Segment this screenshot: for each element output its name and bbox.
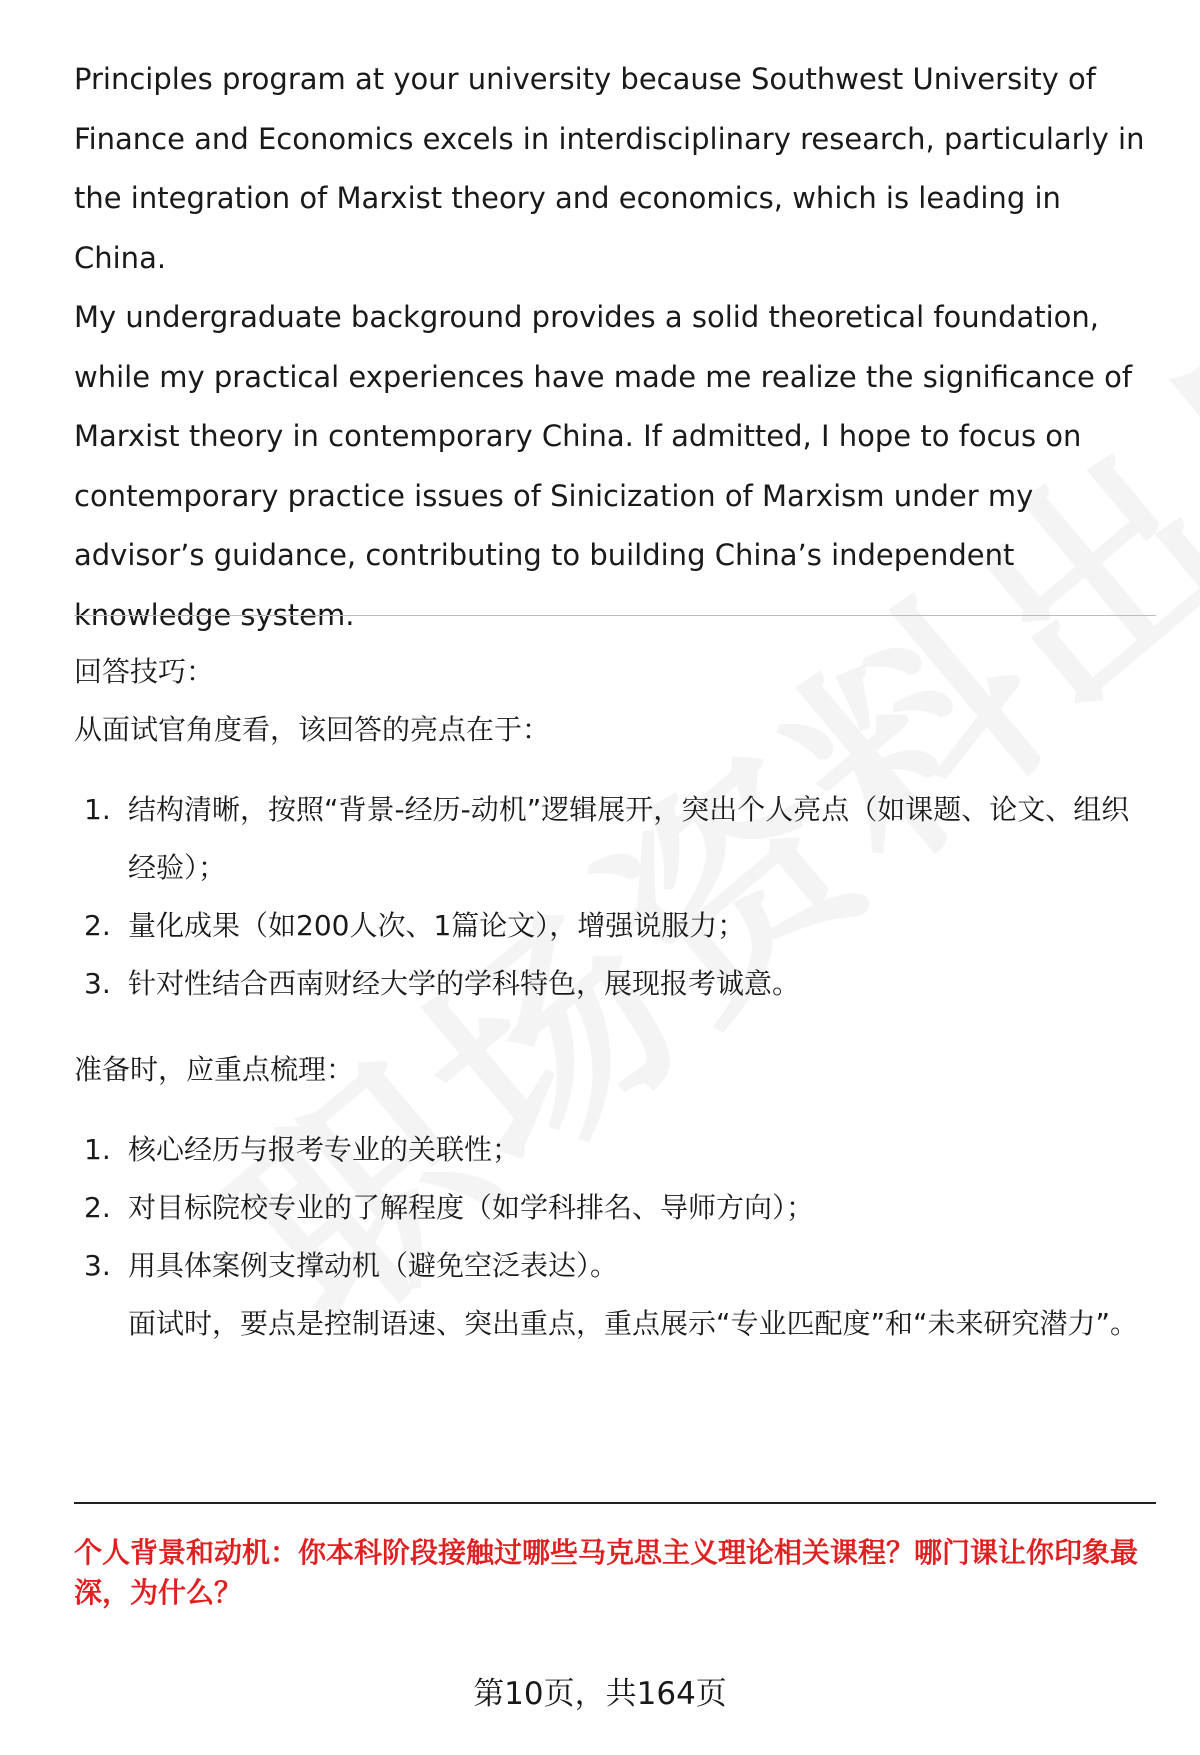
essay-line: My undergraduate background provides a solid theoretical foundation, [74, 300, 1100, 334]
list-number: 2. [84, 1191, 111, 1224]
essay-line: advisor’s guidance, contributing to building China’s independent [74, 538, 1015, 572]
essay-line: knowledge system. [74, 597, 355, 632]
question-heading: 个人背景和动机：你本科阶段接触过哪些马克思主义理论相关课程？哪门课让你印象最深，为什么？ [74, 1536, 1139, 1609]
list-item-text: 用具体案例支撑动机（避免空泛表达）。 [128, 1249, 619, 1282]
list-item-text: 对目标院校专业的了解程度（如学科排名、导师方向）； [128, 1191, 815, 1224]
list-item-text: 针对性结合西南财经大学的学科特色，展现报考诚意。 [128, 967, 801, 1000]
essay-line: contemporary practice issues of Sinicization of Marxism under my [74, 478, 1034, 513]
page-number: 第10页，共164页 [473, 1676, 727, 1712]
list-item-text: 结构清晰，按照“背景-经历-动机”逻辑展开，突出个人亮点（如课题、论文、组织经验）； [128, 793, 1130, 884]
tips-section [74, 643, 1156, 1353]
essay-line: Marxist theory in contemporary China. If admitted, I hope to focus on [74, 419, 1082, 453]
list-number: 1. [84, 1133, 111, 1166]
essay-line: the integration of Marxist theory and economics, which is leading in China. [74, 181, 1061, 275]
list-item [74, 1179, 1156, 1237]
essay-line: while my practical experiences have made me realize the significance of [74, 359, 1133, 394]
list-item-text: 核心经历与报考专业的关联性； [128, 1133, 521, 1166]
list-number: 3. [84, 1249, 111, 1282]
highlights-list [74, 781, 1156, 1013]
list-number: 1. [84, 793, 111, 826]
prep-list [74, 1121, 1156, 1295]
question-divider [74, 1502, 1156, 1504]
section-divider [74, 615, 1156, 616]
essay-line: Principles program at your university because Southwest University of [74, 62, 1096, 96]
list-item [74, 955, 1156, 1013]
prep-heading: 准备时，应重点梳理： [74, 1053, 355, 1086]
list-item [74, 1237, 1156, 1295]
list-item [74, 897, 1156, 955]
tips-intro: 从面试官角度看，该回答的亮点在于： [74, 713, 551, 746]
list-item-text: 量化成果（如200人次、1篇论文），增强说服力； [128, 909, 746, 942]
tips-heading: 回答技巧： [74, 655, 215, 688]
list-number: 2. [84, 909, 111, 942]
list-item [74, 781, 1156, 897]
essay-line: Finance and Economics excels in interdisciplinary research, particularly in [74, 121, 1145, 156]
list-item [74, 1121, 1156, 1179]
interview-note: 面试时，要点是控制语速、突出重点，重点展示“专业匹配度”和“未来研究潜力”。 [128, 1307, 1139, 1340]
list-number: 3. [84, 967, 111, 1000]
essay-text [74, 50, 1156, 645]
